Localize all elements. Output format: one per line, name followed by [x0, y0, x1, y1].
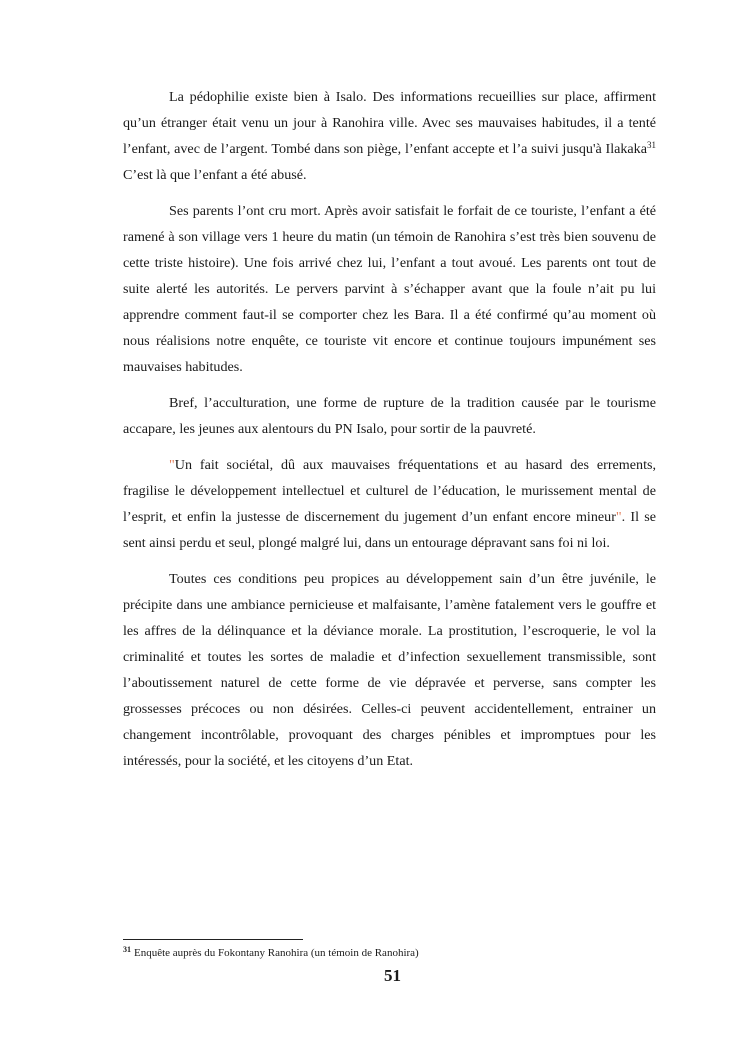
- footnote-number: 31: [123, 945, 131, 954]
- page-number: 51: [384, 966, 401, 985]
- footnote: [123, 946, 656, 961]
- paragraph-text-continued: . Il se sent ainsi perdu et seul, plongé malgré lui, dans un entourage dépravant sans foi ni loi.: [123, 509, 656, 551]
- paragraph-text: La pédophilie existe bien à Isalo. Des informations recueillies sur place, affirment qu’un étranger était venu un jour à Ranohira ville. Avec ses mauvaises habitudes, il a tenté l’enfant, avec de l’argent. Tombé dans son piège, l’enfant accepte et l’a suivi jusqu'à Ilakaka: [123, 89, 656, 157]
- paragraph-quote: [123, 452, 656, 556]
- open-quote-mark: ": [169, 457, 175, 473]
- close-quote-mark: ": [615, 509, 622, 525]
- paragraph-conditions: Toutes ces conditions peu propices au développement sain d’un être juvénile, le précipite dans une ambiance pernicieuse et malfaisante, l’amène fatalement vers le gouffre et les affres de la délinquance et la déviance morale. La prostitution, l’escroquerie, le vol la criminalité et toutes les sortes de maladie et d’infection sexuellement transmissible, sont l’aboutissement naturel de cette forme de vie dépravée et perverse, sans compter les grossesses précoces ou non désirées. Celles-ci peuvent accidentellement, entrainer un changement incontrôlable, provoquant des charges pénibles et impromptues pour les intéressés, pour la société, et les citoyens d’un Etat.: [123, 571, 656, 769]
- footnote-divider: [123, 939, 303, 940]
- footnote-text: Enquête auprès du Fokontany Ranohira (un témoin de Ranohira): [134, 947, 419, 959]
- paragraph-acculturation: Bref, l’acculturation, une forme de rupture de la tradition causée par le tourisme accapare, les jeunes aux alentours du PN Isalo, pour sortir de la pauvreté.: [123, 395, 656, 437]
- paragraph-parents: Ses parents l’ont cru mort. Après avoir satisfait le forfait de ce touriste, l’enfant a été ramené à son village vers 1 heure du matin (un témoin de Ranohira s’est très bien souvenu de cette triste histoire). Une fois arrivé chez lui, l’enfant a tout avoué. Les parents ont tout de suite alerté les autorités. Le pervers parvint à s’échapper avant que la foule n’ait pu lui apprendre comment faut-il se comporter chez les Bara. Il a été confirmé qu’au moment où nous réalisions notre enquête, ce touriste vit encore et continue toujours impunément ses mauvaises habitudes.: [123, 203, 656, 375]
- body-text: [123, 84, 656, 784]
- paragraph-text-continued: C’est là que l’enfant a été abusé.: [123, 167, 307, 183]
- quote-text: Un fait sociétal, dû aux mauvaises fréquentations et au hasard des errements, fragilise le développement intellectuel et culturel de l’éducation, le murissement mental de l’esprit, et enfin la justesse de discernement du jugement d’un enfant encore mineur: [123, 457, 656, 525]
- footnote-reference: 31: [647, 140, 656, 150]
- paragraph-pedophilia: [123, 84, 656, 188]
